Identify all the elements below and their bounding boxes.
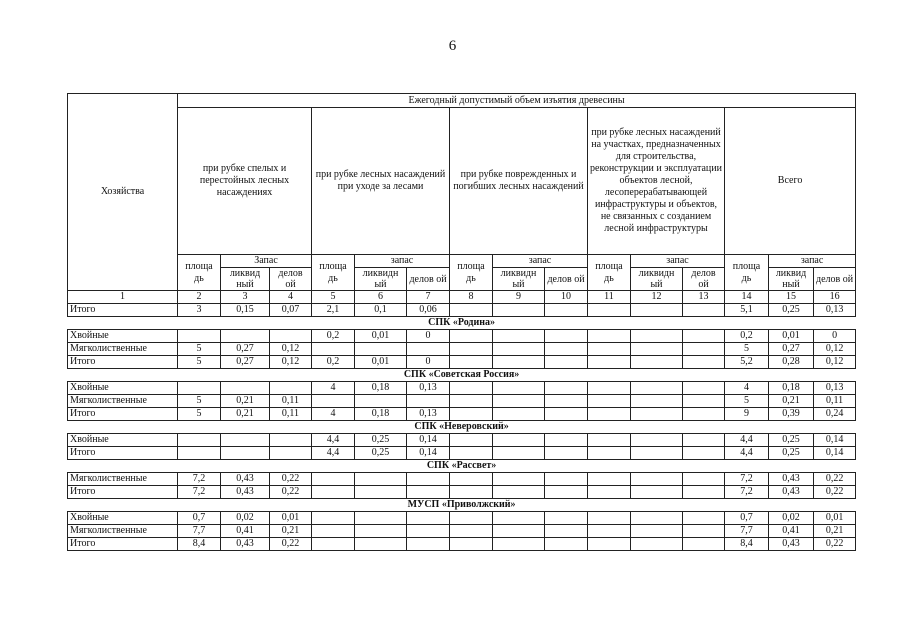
table-row: [68, 447, 856, 460]
table-cell: 4,4: [725, 447, 769, 460]
table-cell: [178, 330, 221, 343]
table-cell: [493, 447, 545, 460]
header-area: площа дь: [450, 255, 493, 291]
table-cell: 0,41: [769, 525, 814, 538]
table-cell: 5: [178, 356, 221, 369]
column-number: 5: [312, 291, 355, 304]
table-cell: 0,22: [270, 486, 312, 499]
table-cell: 8,4: [725, 538, 769, 551]
table-cell: [631, 382, 683, 395]
table-cell: 0,2: [312, 330, 355, 343]
table-cell: [683, 408, 725, 421]
table-cell: 5: [725, 395, 769, 408]
header-liquid: ликвидн ый: [631, 268, 683, 291]
table-cell: 0,14: [814, 447, 856, 460]
table-cell: [588, 356, 631, 369]
table-cell: [270, 447, 312, 460]
table-cell: [493, 486, 545, 499]
table-cell: [312, 473, 355, 486]
table-cell: 5,1: [725, 304, 769, 317]
table-cell: [631, 343, 683, 356]
table-cell: 0,02: [769, 512, 814, 525]
table-cell: 0,11: [814, 395, 856, 408]
table-cell: 0,21: [270, 525, 312, 538]
section-row: [68, 421, 856, 434]
section-title: СПК «Родина»: [68, 317, 856, 330]
table-row: [68, 304, 856, 317]
table-cell: [545, 434, 588, 447]
header-stock: запас: [769, 255, 856, 268]
table-cell: [588, 330, 631, 343]
table-cell: [355, 525, 407, 538]
table-cell: [545, 304, 588, 317]
table-row: [68, 330, 856, 343]
timber-harvest-table: [67, 93, 856, 551]
table-cell: 3: [178, 304, 221, 317]
header-business: делов ой: [407, 268, 450, 291]
row-label: Мягколиственные: [68, 525, 178, 538]
table-cell: 8,4: [178, 538, 221, 551]
section-row: [68, 460, 856, 473]
table-cell: [588, 434, 631, 447]
table-cell: 0,14: [814, 434, 856, 447]
table-cell: [631, 473, 683, 486]
table-cell: 0,25: [355, 434, 407, 447]
table-cell: 0,21: [221, 395, 270, 408]
table-cell: 0,11: [270, 395, 312, 408]
table-cell: [631, 486, 683, 499]
row-label: Хвойные: [68, 434, 178, 447]
table-cell: [493, 538, 545, 551]
table-cell: 7,2: [725, 473, 769, 486]
table-cell: 0,14: [407, 447, 450, 460]
header-group: Всего: [725, 108, 856, 255]
header-liquid: ликвид ный: [221, 268, 270, 291]
table-cell: [588, 408, 631, 421]
table-cell: 0,25: [769, 304, 814, 317]
header-annual-volume: Ежегодный допустимый объем изъятия древесины: [178, 94, 856, 108]
row-label: Итого: [68, 304, 178, 317]
table-cell: 0: [407, 330, 450, 343]
table-cell: 0,39: [769, 408, 814, 421]
table-cell: 0,27: [221, 343, 270, 356]
table-cell: [545, 382, 588, 395]
row-label: Итого: [68, 447, 178, 460]
header-area: площа дь: [588, 255, 631, 291]
table-cell: 0,43: [769, 538, 814, 551]
table-cell: [493, 330, 545, 343]
table-cell: [450, 525, 493, 538]
header-business: делов ой: [270, 268, 312, 291]
column-number: 2: [178, 291, 221, 304]
section-title: СПК «Советская Россия»: [68, 369, 856, 382]
table-cell: 0,13: [814, 304, 856, 317]
table-cell: 0,22: [814, 486, 856, 499]
table-row: [68, 512, 856, 525]
header-group: при рубке спелых и перестойных лесных насаждениях: [178, 108, 312, 255]
table-cell: [178, 447, 221, 460]
table-cell: [683, 330, 725, 343]
table-cell: 0,43: [221, 486, 270, 499]
header-area: площа дь: [312, 255, 355, 291]
table-cell: [683, 304, 725, 317]
table-cell: [588, 382, 631, 395]
table-row: [68, 434, 856, 447]
table-cell: [683, 343, 725, 356]
table-cell: [493, 434, 545, 447]
table-cell: [270, 330, 312, 343]
table-cell: 0,07: [270, 304, 312, 317]
table-cell: [450, 343, 493, 356]
table-cell: 7,2: [178, 473, 221, 486]
table-cell: 0,01: [814, 512, 856, 525]
table-cell: [407, 538, 450, 551]
table-row: [68, 395, 856, 408]
table-cell: [407, 525, 450, 538]
row-label: Хвойные: [68, 382, 178, 395]
header-liquid: ликвид ный: [769, 268, 814, 291]
header-group: при рубке лесных насаждений при уходе за лесами: [312, 108, 450, 255]
table-cell: [270, 434, 312, 447]
table-cell: [631, 304, 683, 317]
table-cell: 0,22: [270, 538, 312, 551]
table-cell: 0,13: [407, 382, 450, 395]
row-label: Мягколиственные: [68, 395, 178, 408]
table-cell: [355, 538, 407, 551]
table-cell: [545, 343, 588, 356]
table-cell: 0,01: [769, 330, 814, 343]
table-cell: [683, 473, 725, 486]
table-cell: 0,11: [270, 408, 312, 421]
table-row: [68, 473, 856, 486]
table-cell: [178, 434, 221, 447]
table-cell: [493, 473, 545, 486]
header-liquid: ликвидн ый: [493, 268, 545, 291]
section-title: МУСП «Приволжский»: [68, 499, 856, 512]
table-cell: [312, 525, 355, 538]
table-cell: [450, 382, 493, 395]
table-cell: 0,21: [221, 408, 270, 421]
header-group: при рубке лесных насаждений на участках, предназначенных для строительства, реконструкции и эксплуатации объектов лесной, лесоперерабатывающей инфраструктуры и объектов, не связанных с созданием лесной инфраструктуры: [588, 108, 725, 255]
section-title: СПК «Рассвет»: [68, 460, 856, 473]
table-cell: [450, 395, 493, 408]
table-cell: [450, 447, 493, 460]
row-label: Итого: [68, 408, 178, 421]
header-stock: запас: [493, 255, 588, 268]
table-cell: 0,02: [221, 512, 270, 525]
header-liquid: ликвидн ый: [355, 268, 407, 291]
table-cell: [312, 395, 355, 408]
table-cell: [355, 473, 407, 486]
table-cell: [312, 343, 355, 356]
table-cell: 0,22: [814, 473, 856, 486]
column-number: 8: [450, 291, 493, 304]
row-label: Хвойные: [68, 512, 178, 525]
table-cell: 7,2: [725, 486, 769, 499]
table-cell: 5: [178, 408, 221, 421]
table-cell: [631, 356, 683, 369]
table-cell: 0,13: [814, 382, 856, 395]
table-cell: [683, 382, 725, 395]
table-cell: [588, 343, 631, 356]
row-label: Мягколиственные: [68, 343, 178, 356]
table-cell: [221, 447, 270, 460]
table-cell: 0,43: [769, 486, 814, 499]
header-area: площа дь: [725, 255, 769, 291]
table-row: [68, 343, 856, 356]
table-cell: [450, 356, 493, 369]
table-row: [68, 525, 856, 538]
table-cell: [631, 434, 683, 447]
table-cell: [493, 408, 545, 421]
row-label: Хвойные: [68, 330, 178, 343]
table-cell: [588, 512, 631, 525]
table-cell: 0,21: [814, 525, 856, 538]
table-cell: [588, 395, 631, 408]
table-cell: 0,2: [725, 330, 769, 343]
page-number: 6: [448, 38, 457, 54]
column-number: 14: [725, 291, 769, 304]
table-cell: 0,43: [221, 538, 270, 551]
section-row: [68, 369, 856, 382]
table-cell: 0,12: [270, 356, 312, 369]
table-cell: 4: [312, 408, 355, 421]
table-cell: 0,01: [355, 330, 407, 343]
column-number: 15: [769, 291, 814, 304]
table-cell: 0,25: [769, 434, 814, 447]
header-area: площа дь: [178, 255, 221, 291]
table-cell: 0,22: [814, 538, 856, 551]
table-cell: 0,43: [769, 473, 814, 486]
table-cell: [631, 447, 683, 460]
table-cell: 0,15: [221, 304, 270, 317]
table-cell: [588, 447, 631, 460]
table-cell: 0,27: [221, 356, 270, 369]
table-cell: [545, 447, 588, 460]
table-cell: 5: [725, 343, 769, 356]
table-cell: [588, 525, 631, 538]
table-cell: [545, 512, 588, 525]
table-cell: 0,27: [769, 343, 814, 356]
column-number: 3: [221, 291, 270, 304]
column-number: 4: [270, 291, 312, 304]
table-cell: 7,7: [725, 525, 769, 538]
table-row: [68, 486, 856, 499]
table-cell: [221, 330, 270, 343]
table-cell: [545, 395, 588, 408]
table-row: [68, 356, 856, 369]
table-row: [68, 538, 856, 551]
table-cell: 5: [178, 343, 221, 356]
table-cell: [631, 525, 683, 538]
table-cell: [450, 330, 493, 343]
row-label: Мягколиственные: [68, 473, 178, 486]
table-cell: [631, 538, 683, 551]
row-label: Итого: [68, 356, 178, 369]
table-cell: [631, 512, 683, 525]
table-cell: [545, 538, 588, 551]
header-farms: Хозяйства: [68, 94, 178, 291]
table-cell: [683, 447, 725, 460]
column-number: 12: [631, 291, 683, 304]
table-cell: 0,01: [355, 356, 407, 369]
table-cell: [493, 382, 545, 395]
table-cell: 0,43: [221, 473, 270, 486]
table-cell: 0,24: [814, 408, 856, 421]
column-number: 9: [493, 291, 545, 304]
table-cell: 7,7: [178, 525, 221, 538]
table-cell: 4: [312, 382, 355, 395]
table-cell: 0,2: [312, 356, 355, 369]
table-cell: 0,13: [407, 408, 450, 421]
table-cell: 0,25: [355, 447, 407, 460]
table-cell: [450, 473, 493, 486]
table-cell: [450, 486, 493, 499]
table-cell: [631, 408, 683, 421]
table-cell: [221, 434, 270, 447]
table-cell: [355, 486, 407, 499]
column-number: 16: [814, 291, 856, 304]
table-cell: 4: [725, 382, 769, 395]
table-cell: [683, 486, 725, 499]
header-stock: запас: [355, 255, 450, 268]
table-cell: 0,12: [814, 343, 856, 356]
section-title: СПК «Неверовский»: [68, 421, 856, 434]
table-cell: [683, 356, 725, 369]
table-cell: [545, 486, 588, 499]
table-cell: 0: [407, 356, 450, 369]
section-row: [68, 499, 856, 512]
row-label: Итого: [68, 486, 178, 499]
column-number: 10: [545, 291, 588, 304]
table-cell: [493, 525, 545, 538]
table-cell: [588, 538, 631, 551]
table-cell: [450, 512, 493, 525]
table-cell: [493, 343, 545, 356]
table-cell: [312, 538, 355, 551]
table-cell: [178, 382, 221, 395]
column-number: 13: [683, 291, 725, 304]
table-cell: [683, 538, 725, 551]
table-cell: 0,01: [270, 512, 312, 525]
table-cell: [545, 356, 588, 369]
column-number: 1: [68, 291, 178, 304]
table-cell: [493, 512, 545, 525]
table-cell: [588, 473, 631, 486]
table-cell: [493, 304, 545, 317]
table-cell: [450, 434, 493, 447]
table-cell: [631, 395, 683, 408]
section-row: [68, 317, 856, 330]
table-cell: 0,7: [725, 512, 769, 525]
table-cell: [631, 330, 683, 343]
table-cell: 0,06: [407, 304, 450, 317]
table-cell: 4,4: [725, 434, 769, 447]
table-cell: [312, 486, 355, 499]
header-business: делов ой: [683, 268, 725, 291]
table-cell: [588, 486, 631, 499]
table-cell: 0,41: [221, 525, 270, 538]
table-cell: [355, 395, 407, 408]
table-cell: [270, 382, 312, 395]
table-cell: [683, 434, 725, 447]
table-cell: [683, 525, 725, 538]
column-number: 6: [355, 291, 407, 304]
table-cell: 2,1: [312, 304, 355, 317]
table-cell: 9: [725, 408, 769, 421]
table-cell: 0,14: [407, 434, 450, 447]
table-cell: [450, 304, 493, 317]
table-cell: 0,28: [769, 356, 814, 369]
table-cell: [355, 343, 407, 356]
header-stock: запас: [631, 255, 725, 268]
table-cell: [545, 525, 588, 538]
table-cell: [407, 395, 450, 408]
header-stock: Запас: [221, 255, 312, 268]
table-cell: 0,12: [814, 356, 856, 369]
table-cell: 0: [814, 330, 856, 343]
table-cell: 5: [178, 395, 221, 408]
table-cell: 0,18: [355, 408, 407, 421]
table-cell: [407, 473, 450, 486]
table-cell: [545, 330, 588, 343]
row-label: Итого: [68, 538, 178, 551]
table-row: [68, 408, 856, 421]
table-cell: [407, 486, 450, 499]
table-cell: 0,7: [178, 512, 221, 525]
table-cell: [588, 304, 631, 317]
column-number: 11: [588, 291, 631, 304]
table-cell: [355, 512, 407, 525]
table-cell: [407, 343, 450, 356]
table-cell: [493, 356, 545, 369]
table-cell: 0,1: [355, 304, 407, 317]
header-business: делов ой: [545, 268, 588, 291]
table-cell: [312, 512, 355, 525]
header-group: при рубке поврежденных и погибших лесных насаждений: [450, 108, 588, 255]
table-cell: 0,18: [769, 382, 814, 395]
table-cell: 0,25: [769, 447, 814, 460]
table-cell: [450, 408, 493, 421]
table-cell: [407, 512, 450, 525]
table-cell: 4,4: [312, 434, 355, 447]
header-business: делов ой: [814, 268, 856, 291]
table-cell: [545, 473, 588, 486]
table-cell: 0,22: [270, 473, 312, 486]
table-cell: 0,18: [355, 382, 407, 395]
table-cell: [683, 512, 725, 525]
table-cell: [545, 408, 588, 421]
table-cell: [450, 538, 493, 551]
table-cell: 5,2: [725, 356, 769, 369]
table-cell: 0,12: [270, 343, 312, 356]
table-cell: 7,2: [178, 486, 221, 499]
table-cell: 0,21: [769, 395, 814, 408]
table-cell: [683, 395, 725, 408]
table-cell: [493, 395, 545, 408]
table-cell: [221, 382, 270, 395]
table-row: [68, 382, 856, 395]
table-cell: 4,4: [312, 447, 355, 460]
column-number: 7: [407, 291, 450, 304]
